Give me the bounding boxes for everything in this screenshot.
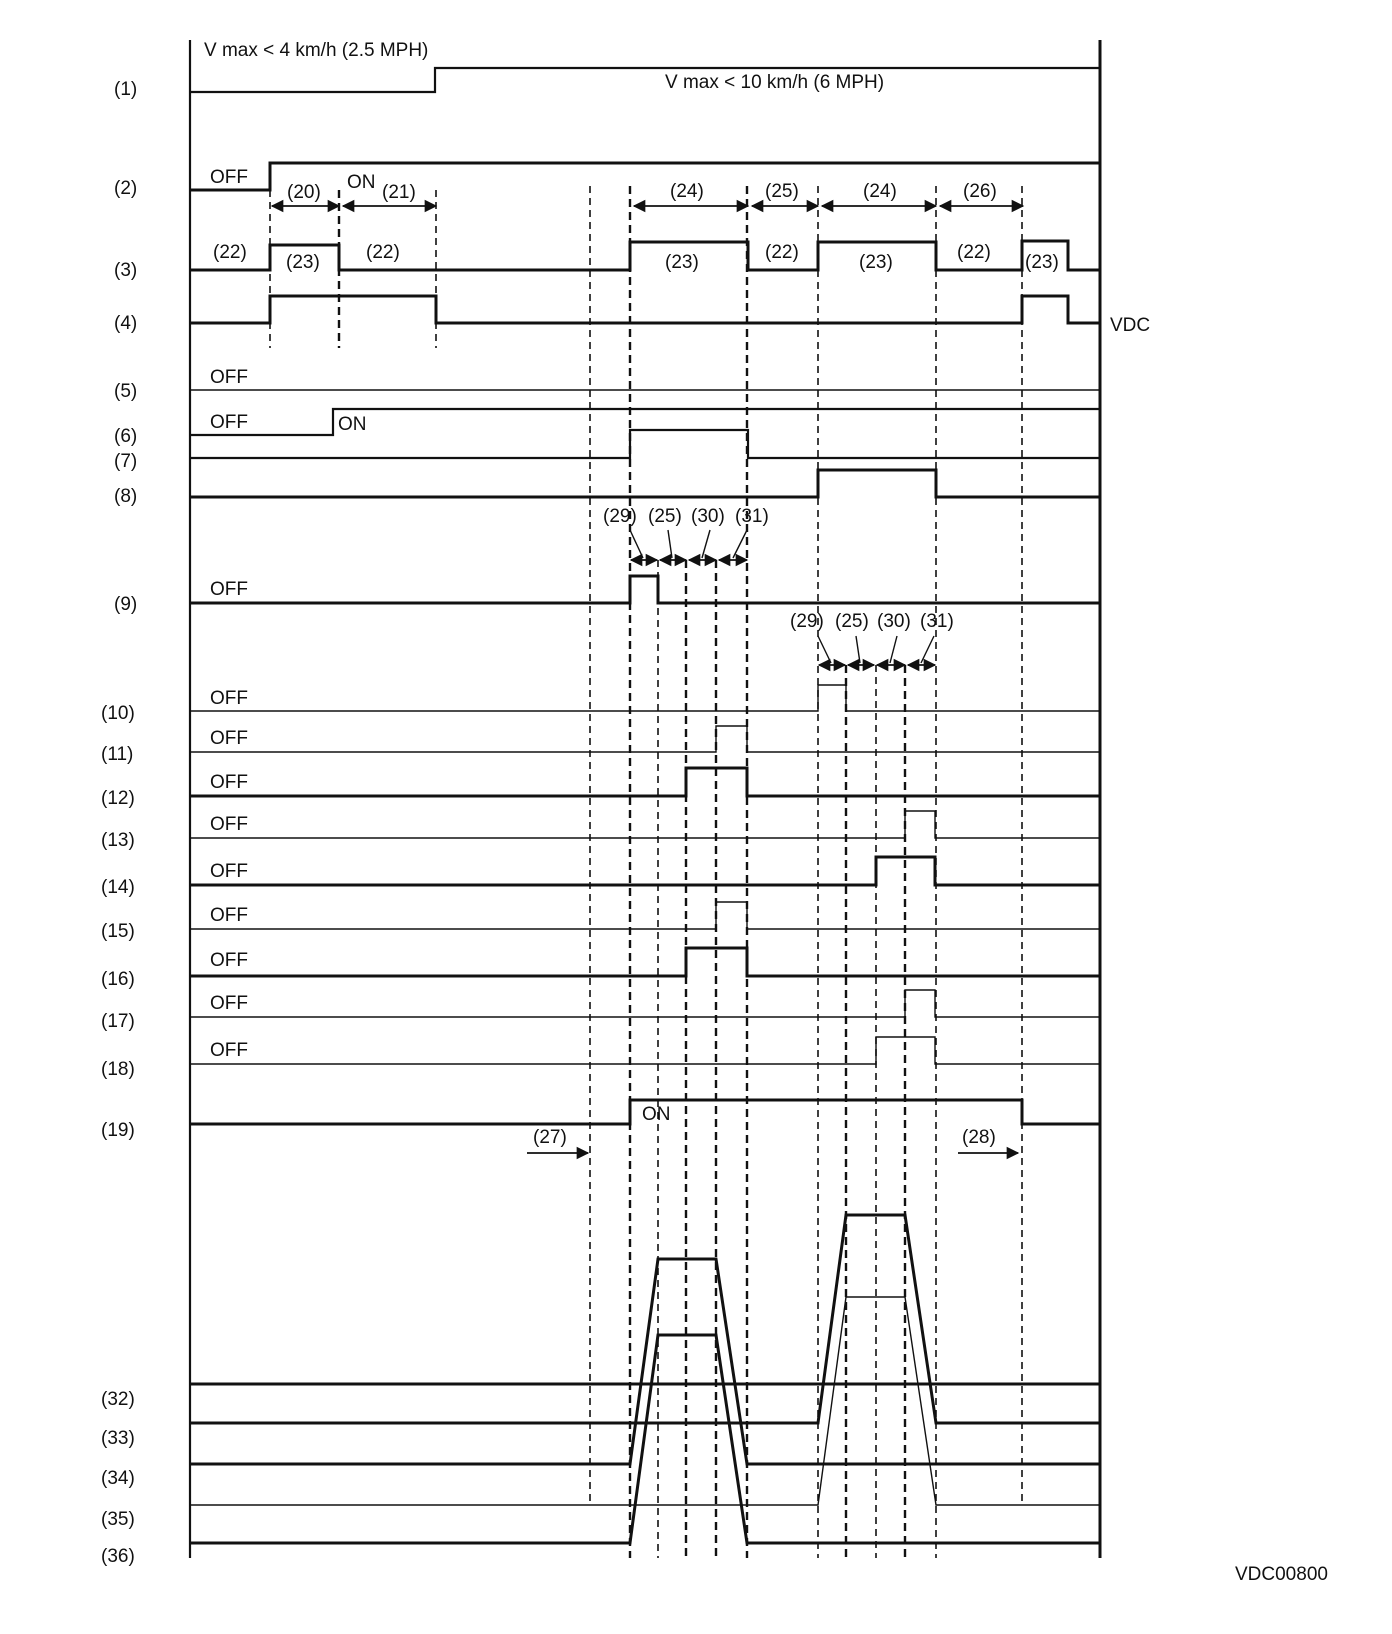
on-text: ON xyxy=(338,414,367,435)
mark-22: (22) xyxy=(765,242,799,263)
off-text: OFF xyxy=(210,367,248,388)
row-label: (7) xyxy=(114,451,138,472)
off-text: OFF xyxy=(210,412,248,433)
mark-26: (26) xyxy=(963,181,997,202)
signal-18 xyxy=(190,1037,1100,1064)
signal-15 xyxy=(190,902,1100,929)
off-text: OFF xyxy=(210,814,248,835)
sub-interval-arrows-2 xyxy=(818,636,935,665)
vdc-label: VDC xyxy=(1110,315,1151,336)
signal-1-speed xyxy=(190,68,1100,92)
off-text: OFF xyxy=(210,1040,248,1061)
row-label: (35) xyxy=(101,1509,135,1530)
mark-21: (21) xyxy=(382,182,416,203)
row-label: (3) xyxy=(114,260,138,281)
signal-8 xyxy=(190,470,1100,497)
row-label: (9) xyxy=(114,594,138,615)
row-label: (18) xyxy=(101,1059,135,1080)
off-text: OFF xyxy=(210,728,248,749)
signal-14 xyxy=(190,857,1100,885)
signal-4 xyxy=(190,296,1100,323)
row-label: (36) xyxy=(101,1546,135,1567)
row-label: (11) xyxy=(101,744,134,765)
signal-36 xyxy=(190,1335,1100,1543)
off-text: OFF xyxy=(210,950,248,971)
mark-22: (22) xyxy=(957,242,991,263)
row-label: (12) xyxy=(101,788,135,809)
mark-20: (20) xyxy=(287,182,321,203)
signal-17 xyxy=(190,990,1100,1017)
row-label: (5) xyxy=(114,381,138,402)
on-text: ON xyxy=(347,172,376,193)
off-text: OFF xyxy=(210,993,248,1014)
speed-low-label: V max < 4 km/h (2.5 MPH) xyxy=(204,40,429,61)
mark-27: (27) xyxy=(533,1127,567,1148)
row-label: (16) xyxy=(101,969,135,990)
signal-11 xyxy=(190,726,1100,752)
row-label: (17) xyxy=(101,1011,135,1032)
speed-high-label: V max < 10 km/h (6 MPH) xyxy=(665,72,885,93)
mark-28: (28) xyxy=(962,1127,996,1148)
mark-29: (29) xyxy=(790,611,824,632)
mark-24: (24) xyxy=(670,181,704,202)
row-label: (13) xyxy=(101,830,135,851)
off-text: OFF xyxy=(210,861,248,882)
off-text: OFF xyxy=(210,167,248,188)
mark-25: (25) xyxy=(648,506,682,527)
off-text: OFF xyxy=(210,579,248,600)
mark-31: (31) xyxy=(920,611,954,632)
row-label: (2) xyxy=(114,178,138,199)
row-label: (6) xyxy=(114,426,138,447)
mark-30: (30) xyxy=(877,611,911,632)
row-label: (15) xyxy=(101,921,135,942)
signal-35 xyxy=(190,1297,1100,1505)
mark-23: (23) xyxy=(1025,252,1059,273)
row-label: (14) xyxy=(101,877,135,898)
signal-12 xyxy=(190,768,1100,796)
row-label: (32) xyxy=(101,1389,135,1410)
signal-16 xyxy=(190,948,1100,976)
mark-24: (24) xyxy=(863,181,897,202)
row-label: (34) xyxy=(101,1468,135,1489)
off-text: OFF xyxy=(210,905,248,926)
row-label: (33) xyxy=(101,1428,135,1449)
row-label: (8) xyxy=(114,486,138,507)
mark-22: (22) xyxy=(213,242,247,263)
figure-code: VDC00800 xyxy=(1235,1564,1328,1585)
signal-13 xyxy=(190,811,1100,838)
row-label: (19) xyxy=(101,1120,135,1141)
off-text: OFF xyxy=(210,688,248,709)
sub-interval-arrows-1 xyxy=(630,530,747,560)
mark-22: (22) xyxy=(366,242,400,263)
row-label: (1) xyxy=(114,79,138,100)
signal-9 xyxy=(190,576,1100,603)
mark-30: (30) xyxy=(691,506,725,527)
signal-33 xyxy=(190,1215,1100,1423)
on-text: ON xyxy=(642,1104,671,1125)
off-text: OFF xyxy=(210,772,248,793)
row-labels xyxy=(101,79,137,1567)
mark-25: (25) xyxy=(835,611,869,632)
row-label: (4) xyxy=(114,313,138,334)
mark-25: (25) xyxy=(765,181,799,202)
row-label: (10) xyxy=(101,703,135,724)
mark-23: (23) xyxy=(286,252,320,273)
mark-29: (29) xyxy=(603,506,637,527)
mark-31: (31) xyxy=(735,506,769,527)
mark-23: (23) xyxy=(665,252,699,273)
signal-10 xyxy=(190,685,1100,711)
mark-23: (23) xyxy=(859,252,893,273)
